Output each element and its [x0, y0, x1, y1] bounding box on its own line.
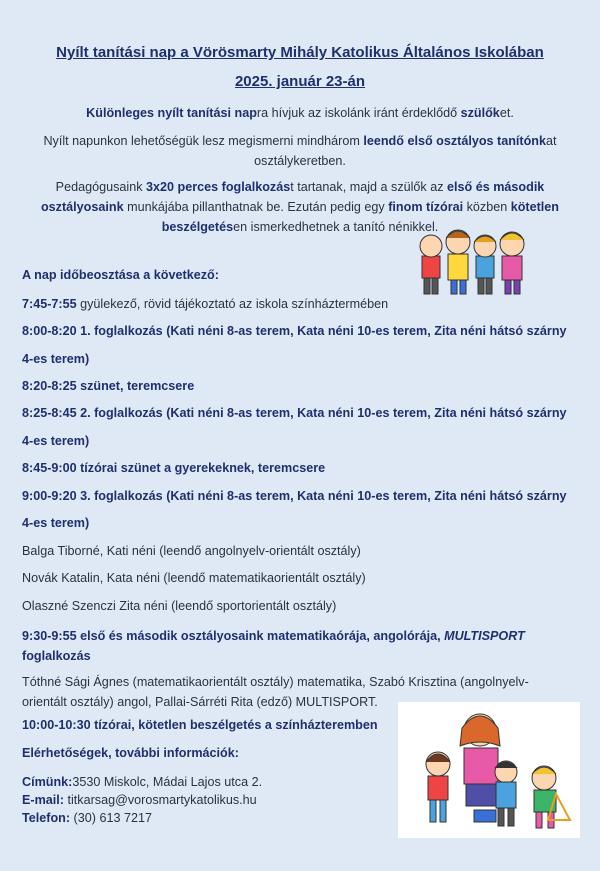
teacher-students-illustration	[398, 702, 580, 838]
event-date: 2025. január 23-án	[234, 73, 366, 90]
teacher-1: Balga Tiborné, Kati néni (leendő angolnyelv-orientált osztály)	[22, 544, 361, 558]
intro-paragraph-1: Különleges nyílt tanítási napra hívjuk az iskolánk iránt érdeklődő szülőket.	[86, 106, 514, 120]
schedule-item-1: 7:45-7:55 gyülekező, rövid tájékoztató az iskola színháztermében	[22, 297, 389, 311]
contact-heading: Elérhetőségek, további információk:	[22, 746, 239, 760]
schedule-heading: A nap időbeosztása a következő:	[22, 268, 219, 282]
schedule-item-5: 8:45-9:00 tízórai szünet a gyerekeknek, teremcsere	[22, 461, 326, 475]
afternoon-item-3: 10:00-10:30 tízórai, kötetlen beszélgetés a színházteremben	[22, 718, 378, 732]
schedule-item-4b: 4-es terem)	[22, 434, 90, 448]
schedule-item-4a: 8:25-8:45 2. foglalkozás (Kati néni 8-as terem, Kata néni 10-es terem, Zita néni hátsó szárny	[22, 406, 567, 420]
schedule-item-2b: 4-es terem)	[22, 352, 90, 366]
contact-phone: Telefon: (30) 613 7217	[22, 811, 152, 825]
intro-paragraph-3: Pedagógusaink 3x20 perces foglalkozást tartanak, majd a szülők az első és második osztályosaink munkájába pillanthatnak be. Ezután pedig egy finom tízórai közben kötetlen beszélgetésen ismerkedhetnek a tanító nénikkel.	[40, 180, 560, 234]
teacher-2: Novák Katalin, Kata néni (leendő matematikaorientált osztály)	[22, 571, 366, 585]
schedule-item-3: 8:20-8:25 szünet, teremcsere	[22, 379, 195, 393]
contact-address: Címünk:3530 Miskolc, Mádai Lajos utca 2.	[22, 775, 263, 789]
contact-email: E-mail: titkarsag@vorosmartykatolikus.hu	[22, 793, 257, 807]
afternoon-item-1: 9:30-9:55 első és második osztályosaink matematikaórája, angolórája, MULTISPORT foglalkozás	[22, 629, 525, 663]
page-title: Nyílt tanítási nap a Vörösmarty Mihály Katolikus Általános Iskolában	[56, 44, 544, 61]
schedule-item-6b: 4-es terem)	[22, 516, 90, 530]
intro-paragraph-2: Nyílt napunkon lehetőségük lesz megismerni mindhárom leendő első osztályos tanítónkat osztálykeretben.	[43, 134, 557, 168]
email-link[interactable]: titkarsag@vorosmartykatolikus.hu	[67, 793, 257, 807]
children-illustration	[412, 226, 534, 298]
schedule-item-2a: 8:00-8:20 1. foglalkozás (Kati néni 8-as terem, Kata néni 10-es terem, Zita néni hátsó szárny	[22, 324, 567, 338]
teacher-3: Olaszné Szenczi Zita néni (leendő sportorientált osztály)	[22, 599, 337, 613]
schedule-item-6a: 9:00-9:20 3. foglalkozás (Kati néni 8-as terem, Kata néni 10-es terem, Zita néni hátsó szárny	[22, 489, 567, 503]
afternoon-item-2: Tóthné Sági Ágnes (matematikaorientált osztály) matematika, Szabó Krisztina (angolnyelv-orientált osztály) angol, Pallai-Sárréti Rita (edző) MULTISPORT.	[22, 675, 529, 709]
